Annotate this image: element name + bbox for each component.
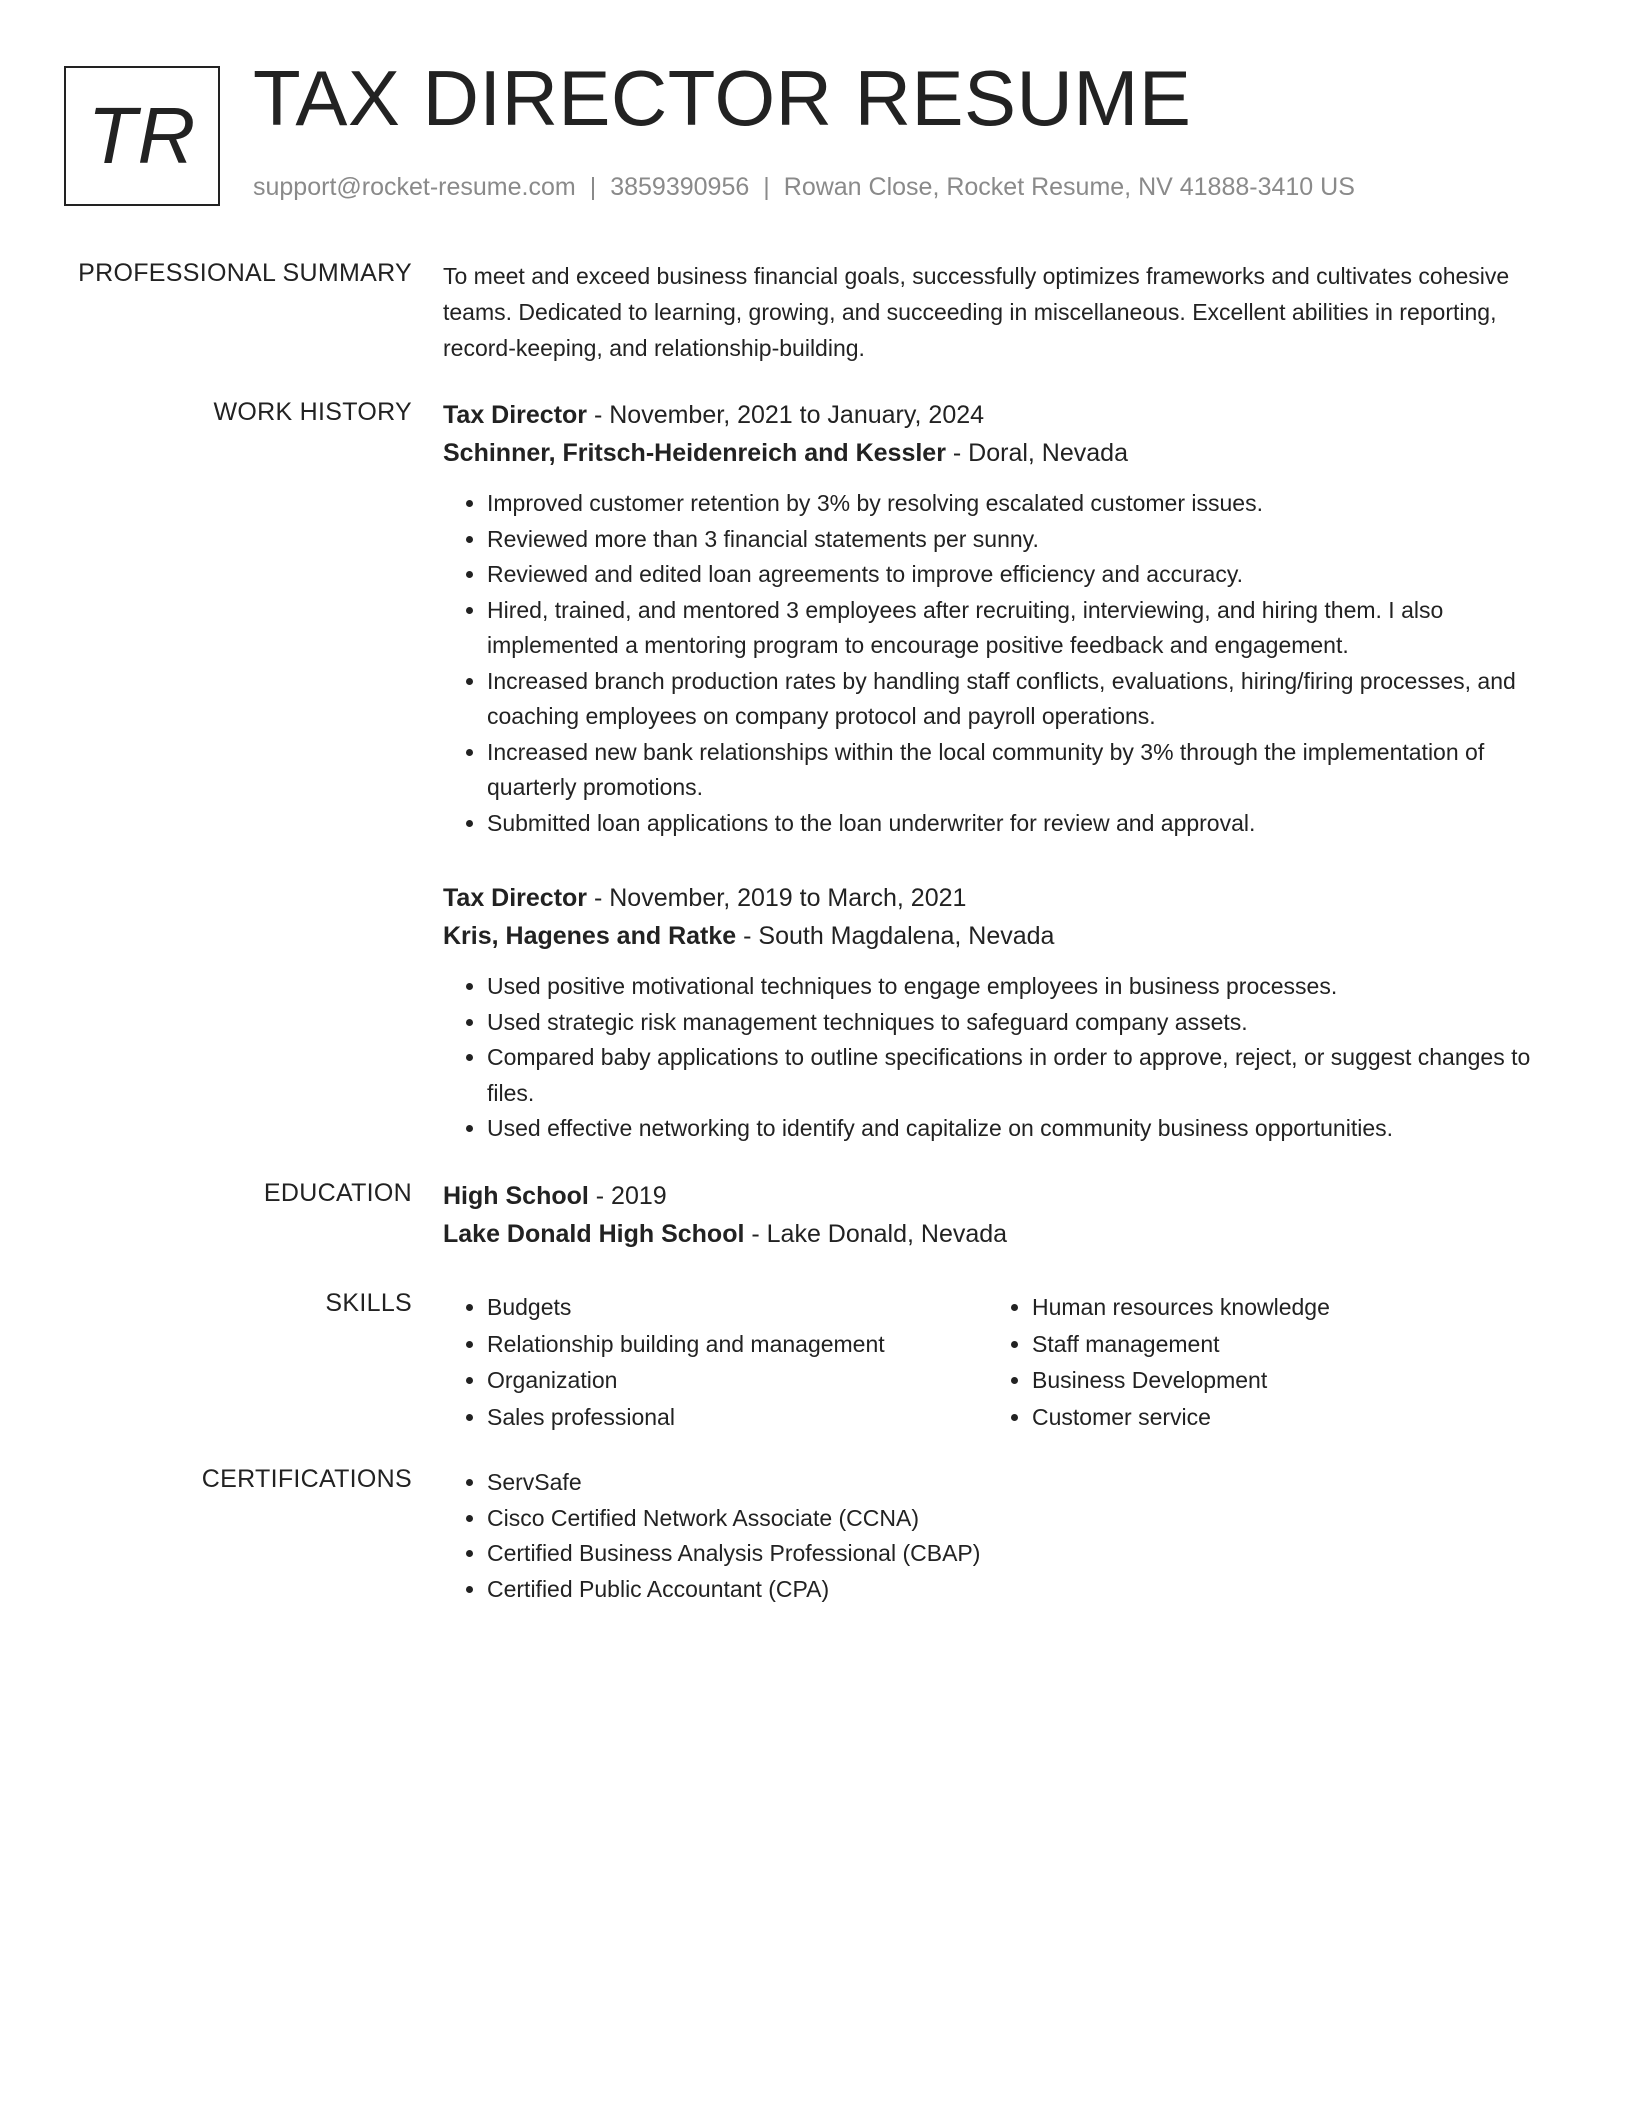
job-bullet: • Reviewed more than 3 financial statements per sunny.	[487, 522, 1553, 558]
job-bullet: • Improved customer retention by 3% by resolving escalated customer issues.	[487, 486, 1553, 522]
certification-item: • Certified Public Accountant (CPA)	[487, 1572, 1553, 1608]
contact-phone: 3859390956	[610, 173, 750, 201]
job-bullet: • Compared baby applications to outline specifications in order to approve, reject, or suggest changes to files.	[487, 1040, 1553, 1111]
job-title-line	[443, 879, 1553, 917]
skill-item: • Human resources knowledge	[1032, 1289, 1533, 1326]
job-entry	[443, 396, 1553, 841]
skills-body	[443, 1289, 1553, 1435]
section-heading-certifications: CERTIFICATIONS	[201, 1465, 412, 1493]
job-dates: - November, 2019 to March, 2021	[587, 884, 967, 912]
work-history-body	[443, 396, 1553, 1147]
job-bullet-list	[443, 486, 1553, 841]
education-school: Lake Donald High School	[443, 1220, 745, 1248]
job-bullet: • Reviewed and edited loan agreements to improve efficiency and accuracy.	[487, 557, 1553, 593]
skills-list	[443, 1289, 988, 1435]
education-degree-line	[443, 1177, 1553, 1215]
contact-separator: |	[763, 173, 770, 201]
education-year: - 2019	[588, 1182, 667, 1210]
education-body	[443, 1177, 1553, 1253]
certification-item: • Certified Business Analysis Professional (CBAP)	[487, 1536, 1553, 1572]
job-location: - Doral, Nevada	[945, 439, 1128, 467]
job-company: Kris, Hagenes and Ratke	[443, 922, 737, 950]
job-bullet: • Hired, trained, and mentored 3 employees after recruiting, interviewing, and hiring them. I also implemented a mentoring program to encourage positive feedback and engagement.	[487, 593, 1553, 664]
education-degree: High School	[443, 1182, 589, 1210]
job-title-line	[443, 396, 1553, 434]
skill-item: • Budgets	[487, 1289, 988, 1326]
summary-body	[443, 258, 1553, 366]
certification-item: • Cisco Certified Network Associate (CCNA)	[487, 1501, 1553, 1537]
summary-text: To meet and exceed business financial goals, successfully optimizes frameworks and cultivates cohesive teams. Dedicated to learning, growing, and succeeding in miscellaneous. Excellent abilities in reporting, record-keeping, and relationship-building.	[443, 263, 1510, 361]
contact-email: support@rocket-resume.com	[253, 173, 576, 201]
job-bullet-list	[443, 969, 1553, 1147]
contact-line	[253, 173, 1355, 202]
job-bullet: • Increased new bank relationships within the local community by 3% through the implementation of quarterly promotions.	[487, 735, 1553, 806]
contact-separator: |	[589, 173, 597, 201]
section-heading-skills: SKILLS	[325, 1289, 412, 1317]
resume-title: TAX DIRECTOR RESUME	[253, 54, 1192, 142]
job-title: Tax Director	[443, 401, 588, 429]
certification-item: • ServSafe	[487, 1465, 1553, 1501]
section-heading-education: EDUCATION	[263, 1179, 412, 1207]
education-school-line	[443, 1215, 1553, 1253]
education-location: - Lake Donald, Nevada	[744, 1220, 1008, 1248]
job-company: Schinner, Fritsch-Heidenreich and Kessler	[443, 439, 946, 467]
job-company-line	[443, 917, 1553, 955]
skill-item: • Business Development	[1032, 1362, 1533, 1399]
certifications-body	[443, 1465, 1553, 1607]
job-company-line	[443, 434, 1553, 472]
job-bullet: • Submitted loan applications to the loan underwriter for review and approval.	[487, 806, 1553, 842]
monogram-initials: TR	[87, 91, 197, 180]
monogram-badge	[64, 66, 220, 206]
contact-address: Rowan Close, Rocket Resume, NV 41888-3410 US	[783, 173, 1355, 201]
job-bullet: • Increased branch production rates by handling staff conflicts, evaluations, hiring/firing processes, and coaching employees on company protocol and payroll operations.	[487, 664, 1553, 735]
skill-item: • Relationship building and management	[487, 1326, 988, 1363]
section-heading-work-history: WORK HISTORY	[213, 398, 412, 426]
skill-item: • Organization	[487, 1362, 988, 1399]
skill-item: • Customer service	[1032, 1399, 1533, 1436]
skills-column-right	[988, 1289, 1533, 1435]
job-location: - South Magdalena, Nevada	[736, 922, 1055, 950]
section-heading-summary: PROFESSIONAL SUMMARY	[78, 259, 412, 287]
skills-list	[988, 1289, 1533, 1435]
skill-item: • Staff management	[1032, 1326, 1533, 1363]
skills-columns	[443, 1289, 1553, 1435]
job-bullet: • Used effective networking to identify and capitalize on community business opportunities.	[487, 1111, 1553, 1147]
job-dates: - November, 2021 to January, 2024	[587, 401, 985, 429]
skill-item: • Sales professional	[487, 1399, 988, 1436]
job-bullet: • Used positive motivational techniques to engage employees in business processes.	[487, 969, 1553, 1005]
skills-column-left	[443, 1289, 988, 1435]
certifications-list	[443, 1465, 1553, 1607]
job-entry	[443, 879, 1553, 1147]
job-bullet: • Used strategic risk management techniques to safeguard company assets.	[487, 1005, 1553, 1041]
job-title: Tax Director	[443, 884, 588, 912]
